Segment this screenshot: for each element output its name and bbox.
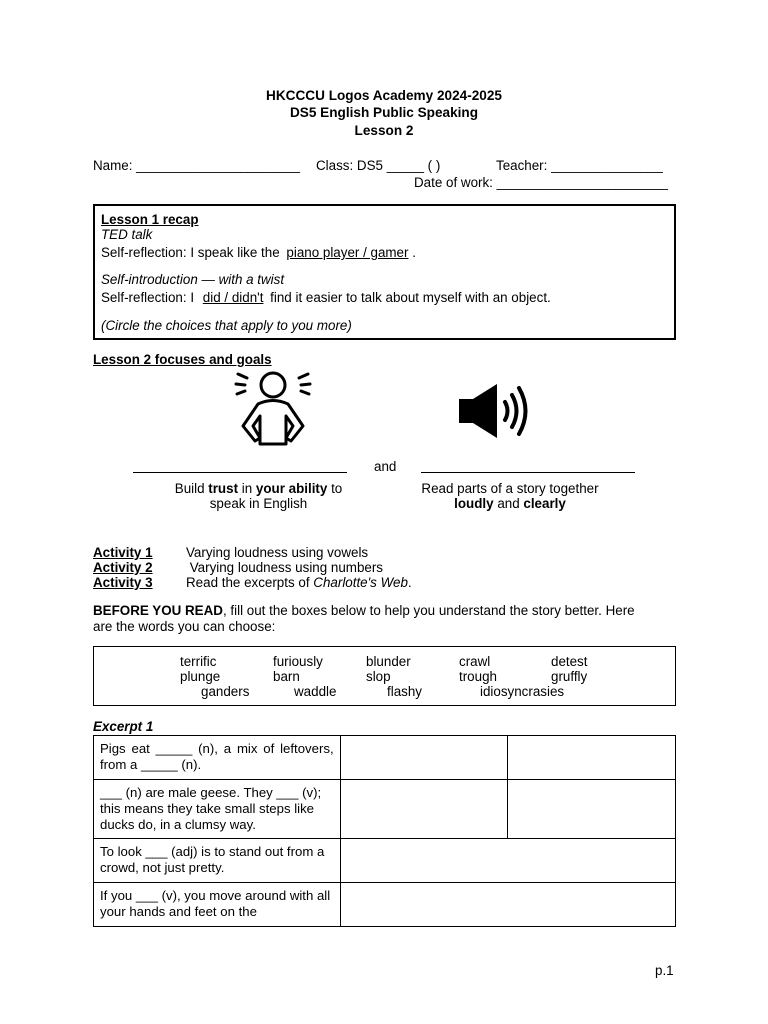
word-bank-item: crawl (459, 654, 491, 669)
recap-heading: Lesson 1 recap (101, 212, 199, 227)
activity-1-label: Activity 1 (93, 545, 153, 560)
date-field[interactable]: Date of work: _______________________ (414, 175, 668, 190)
activity-2-label: Activity 2 (93, 560, 153, 575)
goal-left-line1: Build trust in your ability to (174, 481, 343, 496)
before-you-read-line1: BEFORE YOU READ, fill out the boxes below to help you understand the story better. Here (93, 603, 635, 618)
goals-heading: Lesson 2 focuses and goals (93, 352, 272, 367)
word-bank-item: flashy (387, 684, 422, 699)
word-bank-item: blunder (366, 654, 411, 669)
word-bank-item: gruffly (551, 669, 588, 684)
word-bank-item: terrific (180, 654, 217, 669)
course-title: DS5 English Public Speaking (289, 105, 479, 120)
self-reflection-1: Self-reflection: I speak like the piano player / gamer . (101, 245, 416, 260)
answer-cell[interactable] (508, 780, 676, 839)
goal-blank-left[interactable] (133, 472, 347, 473)
word-bank-item: trough (459, 669, 497, 684)
table-row (94, 883, 676, 927)
name-field[interactable]: Name: ______________________ (93, 158, 300, 173)
lesson-title: Lesson 2 (354, 123, 414, 138)
word-bank-item: furiously (273, 654, 323, 669)
answer-cell[interactable] (340, 736, 508, 780)
self-reflection-2: Self-reflection: I did / didn't find it easier to talk about myself with an object. (101, 290, 551, 305)
clue-cell: ___ (n) are male geese. They ___ (v); this means they take small steps like ducks do, in a clumsy way. (94, 780, 341, 839)
clue-cell: Pigs eat _____ (n), a mix of leftovers, from a _____ (n). (94, 736, 341, 780)
and-label: and (374, 459, 397, 474)
answer-cell[interactable] (340, 780, 508, 839)
word-bank-box (93, 646, 676, 706)
circle-note: (Circle the choices that apply to you more) (101, 318, 352, 333)
excerpt-table (93, 735, 676, 927)
ted-talk-label: TED talk (101, 227, 153, 242)
class-field[interactable]: Class: DS5 _____ ( ) (316, 158, 441, 173)
word-bank-item: idiosyncrasies (480, 684, 565, 699)
word-bank-item: plunge (180, 669, 221, 684)
page-number: p.1 (655, 963, 674, 978)
answer-cell[interactable] (340, 883, 675, 927)
speaker-volume-icon (457, 382, 533, 440)
word-bank-item: slop (366, 669, 391, 684)
excerpt-heading: Excerpt 1 (93, 719, 154, 734)
table-row (94, 736, 676, 780)
school-title: HKCCCU Logos Academy 2024-2025 (266, 88, 502, 103)
table-row (94, 839, 676, 883)
activity-1-text: Varying loudness using vowels (186, 545, 369, 560)
choice-did-didnt[interactable]: did / didn't (202, 290, 264, 305)
goal-left-line2: speak in English (209, 496, 308, 511)
choice-piano-gamer[interactable]: piano player / gamer (286, 245, 409, 260)
confident-person-icon (228, 368, 318, 448)
recap-box (93, 204, 676, 340)
teacher-field[interactable]: Teacher: _______________ (496, 158, 663, 173)
activity-3-text: Read the excerpts of Charlotte's Web. (186, 575, 412, 590)
goal-blank-right[interactable] (421, 472, 635, 473)
goal-right-line1: Read parts of a story together (421, 481, 599, 496)
word-bank-item: barn (273, 669, 300, 684)
word-bank-item: detest (551, 654, 588, 669)
before-you-read-line2: are the words you can choose: (93, 619, 276, 634)
answer-cell[interactable] (508, 736, 676, 780)
answer-cell[interactable] (340, 839, 675, 883)
table-row (94, 780, 676, 839)
word-bank-item: ganders (201, 684, 250, 699)
clue-cell: If you ___ (v), you move around with all your hands and feet on the (94, 883, 341, 927)
goal-right-line2: loudly and clearly (454, 496, 566, 511)
word-bank-item: waddle (294, 684, 337, 699)
clue-cell: To look ___ (adj) is to stand out from a crowd, not just pretty. (94, 839, 341, 883)
activity-3-label: Activity 3 (93, 575, 153, 590)
self-intro-label: Self-introduction — with a twist (101, 272, 285, 287)
activity-2-text: Varying loudness using numbers (186, 560, 384, 575)
